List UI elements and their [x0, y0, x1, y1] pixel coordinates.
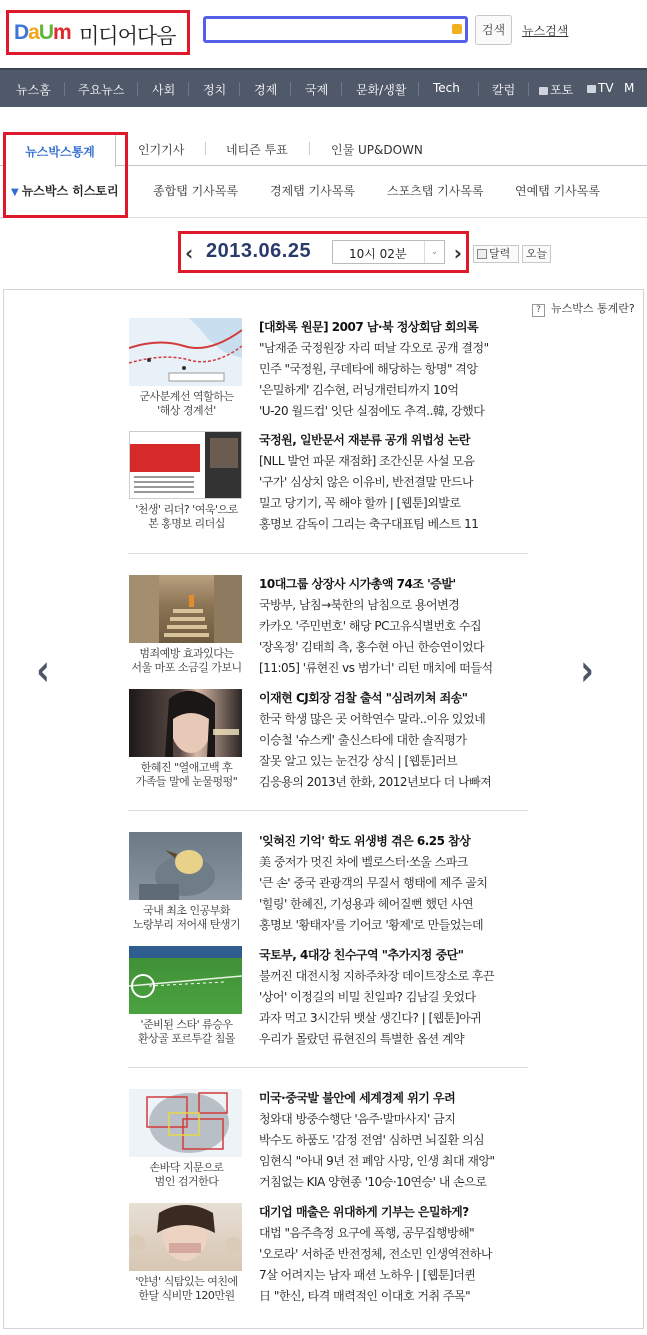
nav-separator [528, 82, 529, 96]
article-caption[interactable] [128, 1161, 245, 1189]
article-headline[interactable]: '잊혀진 기억' 학도 위생병 겪은 6.25 참상 [259, 834, 471, 848]
article-link[interactable]: 잘못 알고 있는 눈건강 상식 | [웹툰]러브 [259, 754, 458, 768]
article-headline[interactable]: 미국·중국발 불안에 세계경제 위기 우려 [259, 1091, 456, 1105]
article-link[interactable]: '큰 손' 중국 관광객의 무질서 행태에 제주 골치 [259, 876, 488, 890]
article-link[interactable]: '구가' 심상치 않은 이유비, 반전결말 만드나 [259, 475, 474, 489]
subnav-history[interactable] [11, 182, 119, 199]
caption-line: 군사분계선 역할하는 [139, 390, 234, 403]
prev-date-button[interactable]: ‹ [185, 241, 194, 265]
subnav-entertainment-list[interactable]: 연예탭 기사목록 [515, 184, 600, 198]
divider [128, 810, 528, 811]
help-link-label: 뉴스박스 통계란? [551, 302, 635, 315]
search-input[interactable] [203, 16, 468, 43]
article-link[interactable]: 홍명보 '황태자'를 기어코 '황제'로 만들었는데 [259, 918, 484, 932]
tab-netizen-vote[interactable]: 네티즌 투표 [226, 143, 288, 157]
article-link[interactable]: 홍명보 감독이 그리는 축구대표팀 베스트 11 [259, 517, 479, 531]
help-icon: ? [532, 304, 545, 317]
caption-line: 한혜진 "열애고백 후 [140, 761, 233, 774]
article-thumbnail[interactable] [129, 1089, 242, 1157]
article-item[interactable] [128, 318, 528, 428]
calendar-icon [477, 249, 487, 259]
article-link[interactable]: [NLL 발언 파문 재점화] 조간신문 사설 모음 [259, 454, 475, 468]
sub-nav [0, 166, 647, 218]
article-link[interactable]: 민주 "국정원, 쿠데타에 해당하는 항명" 격앙 [259, 362, 478, 376]
nav-item-tv[interactable] [587, 81, 614, 95]
caption-line: '준비된 스타' 류승우 [140, 1018, 233, 1031]
article-item[interactable] [128, 575, 528, 685]
article-thumbnail[interactable] [129, 832, 242, 900]
article-item[interactable] [128, 832, 528, 942]
article-caption[interactable] [128, 503, 245, 531]
article-link[interactable]: '상어' 이정길의 비밀 친일파? 김남길 웃었다 [259, 990, 476, 1004]
article-link[interactable]: 美 중저가 멋진 차에 벨로스터·쏘울 스파크 [259, 855, 468, 869]
article-link[interactable]: 'U-20 월드컵' 잇단 실점에도 추격..韓, 강했다 [259, 404, 485, 418]
tab-newsbox-stats[interactable] [4, 134, 116, 167]
calendar-button-label: 달력 [489, 247, 511, 260]
article-link[interactable]: '은밀하게' 김수현, 러닝개런티까지 10억 [259, 383, 459, 397]
nav-item-world[interactable]: 국제 [305, 83, 329, 97]
article-caption[interactable] [128, 904, 245, 932]
article-link[interactable]: '오로라' 서하준 반전정체, 전소민 인생역전하나 [259, 1247, 492, 1261]
article-caption[interactable] [128, 1018, 245, 1046]
article-item[interactable] [128, 1089, 528, 1199]
nav-item-main-news[interactable]: 주요뉴스 [78, 83, 125, 97]
nav-item-photo[interactable] [539, 81, 573, 98]
caption-line: 노랑부리 저어새 탄생기 [132, 918, 241, 931]
nav-separator [188, 82, 189, 96]
article-link[interactable]: 과자 먹고 3시간뒤 뱃살 생긴다? | [웹툰]아귀 [259, 1011, 482, 1025]
next-date-button[interactable]: › [453, 241, 462, 265]
nav-separator [418, 82, 419, 96]
article-link[interactable]: [11:05] '류현진 vs 범가너' 리턴 매치에 떠들석 [259, 661, 493, 675]
chevron-down-icon: ▼ [11, 187, 19, 198]
article-link[interactable]: 박수도 하품도 '감정 전염' 심하면 뇌질환 의심 [259, 1133, 485, 1147]
divider [128, 553, 528, 554]
article-headline[interactable]: 대기업 매출은 위대하게 기부는 은밀하게? [259, 1205, 469, 1219]
article-link[interactable]: '힐링' 한혜진, 기성용과 헤어질뻔 했던 사연 [259, 897, 474, 911]
subnav-economy-list[interactable]: 경제탭 기사목록 [270, 184, 355, 198]
caption-line: 범죄예방 효과있다는 [139, 647, 234, 660]
help-link[interactable] [532, 300, 635, 317]
logo-title: 미디어다음 [79, 24, 176, 48]
nav-separator [239, 82, 240, 96]
time-select[interactable] [332, 240, 445, 264]
today-button[interactable]: 오늘 [522, 245, 551, 263]
tab-bar [0, 130, 647, 166]
article-link[interactable]: 김응용의 2013년 한화, 2012년보다 더 나빠져 [259, 775, 492, 789]
photo-icon [539, 87, 548, 95]
nav-item-tech[interactable]: Tech [433, 81, 460, 95]
article-link[interactable]: 국방부, 남침→북한의 남침으로 용어변경 [259, 598, 460, 612]
article-item[interactable] [128, 946, 528, 1056]
divider [128, 1067, 528, 1068]
article-thumbnail[interactable] [129, 318, 242, 386]
time-value: 10시 02분 [349, 247, 407, 261]
tab-people-updown[interactable]: 인물 UP&DOWN [331, 143, 423, 157]
article-item[interactable] [128, 1203, 528, 1313]
article-link[interactable]: 이승철 '슈스케' 출신스타에 대한 솔직평가 [259, 733, 467, 747]
nav-item-culture[interactable]: 문화/생활 [356, 83, 407, 97]
next-page-arrow[interactable]: › [580, 645, 594, 696]
article-link[interactable]: 불꺼진 대전시청 지하주차장 데이트장소로 후끈 [259, 969, 495, 983]
main-nav [0, 68, 647, 107]
article-link[interactable]: 거침없는 KIA 양현종 '10승·10연승' 내 손으로 [259, 1175, 487, 1189]
nav-item-economy[interactable]: 경제 [254, 83, 278, 97]
nav-separator [290, 82, 291, 96]
nav-item-column[interactable]: 칼럼 [492, 83, 516, 97]
search-dropdown-icon[interactable] [452, 24, 462, 34]
article-link[interactable]: 7살 어려지는 남자 패션 노하우 | [웹툰]더퀸 [259, 1268, 476, 1282]
caption-line: 국내 최초 인공부화 [142, 904, 230, 917]
caption-line: 가족들 말에 눈물펑펑" [135, 775, 238, 788]
article-thumbnail[interactable] [129, 1203, 242, 1271]
article-thumbnail[interactable] [129, 689, 242, 757]
article-link[interactable]: 임현식 "아내 9년 전 폐암 사망, 인생 최대 재앙" [259, 1154, 495, 1168]
article-thumbnail[interactable] [129, 946, 242, 1014]
nav-item-more-label: M [624, 81, 635, 95]
article-link[interactable]: 청와대 방중수행단 '음주·발마사지' 금지 [259, 1112, 456, 1126]
article-caption[interactable] [128, 1275, 245, 1303]
subnav-history-label: 뉴스박스 히스토리 [21, 184, 119, 198]
nav-item-politics[interactable]: 정치 [203, 83, 227, 97]
caption-line: '천생' 리더? '여욱'으로 [135, 503, 238, 516]
calendar-button[interactable] [473, 245, 519, 263]
chevron-down-icon[interactable]: ⌄ [424, 241, 444, 263]
article-link[interactable]: '장옥정' 김태희 측, 홍수현 아닌 한승연이었다 [259, 640, 485, 654]
article-link[interactable]: 카카오 '주민번호' 해당 PC고유식별번호 수집 [259, 619, 482, 633]
news-search-link[interactable]: 뉴스검색 [522, 24, 569, 38]
caption-line: 본 홍명보 리더십 [148, 517, 225, 530]
header [0, 0, 647, 68]
current-date: 2013.06.25 [206, 240, 312, 262]
nav-separator [64, 82, 65, 96]
prev-page-arrow[interactable]: ‹ [36, 645, 50, 696]
tab-separator [309, 142, 310, 155]
article-link[interactable]: 한국 학생 많은 곳 어학연수 말라..이유 있었네 [259, 712, 486, 726]
nav-item-news-home[interactable]: 뉴스홈 [16, 83, 51, 97]
article-caption[interactable] [128, 647, 245, 675]
subnav-sports-list[interactable]: 스포츠탭 기사목록 [387, 184, 484, 198]
tab-newsbox-stats-label: 뉴스박스통계 [25, 145, 95, 159]
article-thumbnail[interactable] [129, 431, 242, 499]
tab-separator [205, 142, 206, 155]
subnav-general-list[interactable]: 종합탭 기사목록 [153, 184, 238, 198]
logo[interactable] [6, 10, 190, 55]
nav-item-tv-label: TV [598, 81, 614, 95]
article-link[interactable]: 밀고 당기기, 꼭 해야 할까 | [웹툰]외발로 [259, 496, 461, 510]
tv-icon [587, 85, 596, 93]
tab-popular[interactable]: 인기기사 [138, 143, 185, 157]
article-headline[interactable]: 10대그룹 상장사 시가총액 74조 '증발' [259, 577, 456, 591]
search-button[interactable]: 검색 [475, 15, 512, 45]
caption-line: 한달 식비만 120만원 [138, 1289, 235, 1302]
nav-item-society[interactable]: 사회 [152, 83, 176, 97]
caption-line: 손바닥 지문으로 [149, 1161, 224, 1174]
caption-line: '해상 경계선' [157, 404, 216, 417]
article-headline[interactable]: 국토부, 4대강 친수구역 "추가지정 중단" [259, 948, 464, 962]
article-caption[interactable] [128, 390, 245, 418]
caption-line: 범인 검거한다 [154, 1175, 219, 1188]
article-headline[interactable]: 국정원, 일반문서 재분류 공개 위법성 논란 [259, 433, 471, 447]
date-selector [178, 231, 469, 273]
article-headline[interactable]: [대화록 원문] 2007 남·북 정상회담 회의록 [259, 320, 479, 334]
caption-line: '얀녕' 식탐있는 여친에 [135, 1275, 238, 1288]
article-caption[interactable] [128, 761, 245, 789]
caption-line: 서울 마포 소금길 가보니 [131, 661, 242, 674]
daum-logo-text: DaUm [14, 21, 71, 44]
article-link[interactable]: 日 "한신, 타격 매력적인 이대호 거취 주목" [259, 1289, 471, 1303]
nav-item-more[interactable] [624, 81, 634, 95]
article-item[interactable] [128, 431, 528, 541]
article-item[interactable] [128, 689, 528, 799]
nav-separator [478, 82, 479, 96]
article-link[interactable]: 대법 "음주측정 요구에 폭행, 공무집행방해" [259, 1226, 475, 1240]
article-link[interactable]: 우리가 몰랐던 류현진의 특별한 옵션 계약 [259, 1032, 465, 1046]
article-thumbnail[interactable] [129, 575, 242, 643]
nav-separator [341, 82, 342, 96]
caption-line: 환상골 포르투갈 침몰 [137, 1032, 236, 1045]
article-headline[interactable]: 이재현 CJ회장 검찰 출석 "심려끼쳐 죄송" [259, 691, 468, 705]
article-link[interactable]: "남재준 국정원장 자리 떠날 각오로 공개 결정" [259, 341, 489, 355]
nav-separator [137, 82, 138, 96]
nav-item-photo-label: 포토 [550, 83, 574, 97]
